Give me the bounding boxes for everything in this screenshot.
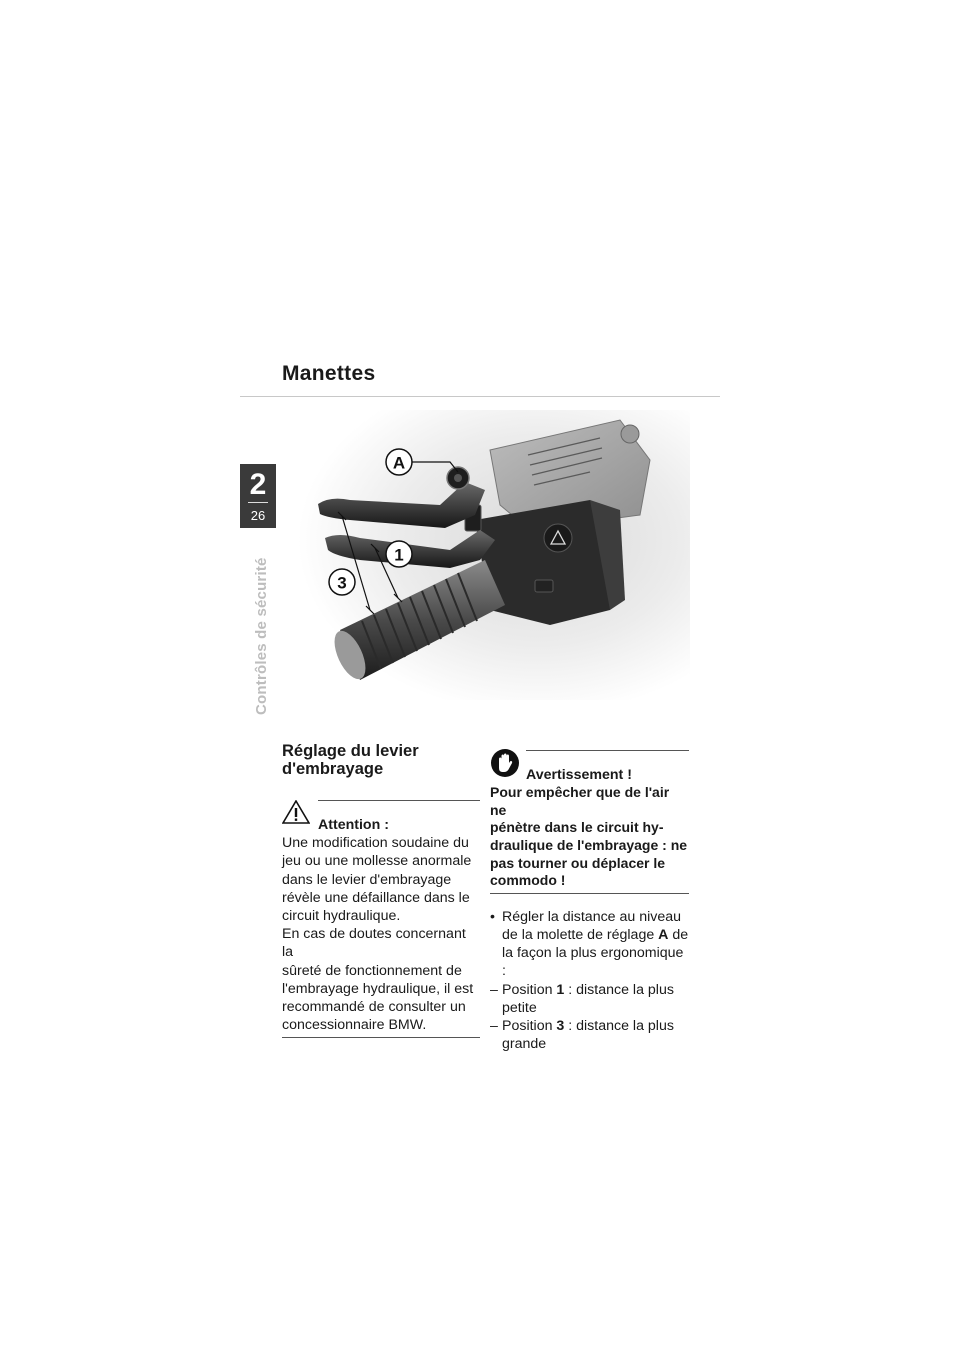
attention-line: jeu ou une mollesse anormale (282, 853, 472, 870)
section-heading: Réglage du levier d'embrayage (282, 742, 419, 778)
attention-line: circuit hydraulique. (282, 908, 401, 925)
hazard-button (544, 524, 572, 552)
position-3-ref: 3 (556, 1017, 565, 1034)
page-number: 26 (250, 508, 266, 523)
chapter-divider (248, 502, 268, 503)
title-divider (240, 396, 720, 397)
dash-marker: – (490, 1017, 498, 1034)
clutch-lever-illustration (290, 410, 690, 700)
warning-line: draulique de l'embrayage : ne (490, 836, 688, 853)
instruction-line: Régler la distance au niveau (502, 908, 682, 925)
position-3-item: – Position 3 : distance la plus grande (490, 1017, 674, 1053)
adjuster-ref: A (658, 926, 669, 943)
warning-hand-icon (490, 748, 520, 778)
attention-line: révèle une défaillance dans le (282, 889, 470, 906)
attention-line: dans le levier d'embrayage (282, 871, 452, 888)
attention-line: recommandé de consulter un (282, 999, 466, 1016)
attention-label: Attention : (318, 817, 389, 833)
instruction-line: la façon la plus ergonomique : (502, 945, 684, 980)
chapter-number: 2 (249, 468, 267, 501)
attention-line: l'embrayage hydraulique, il est (282, 980, 474, 997)
instruction-step (490, 908, 689, 981)
attention-line: Une modification soudaine du (282, 835, 469, 852)
position-1-item: – Position 1 : distance la plus petite (490, 981, 674, 1016)
attention-top-rule (318, 800, 480, 801)
attention-text (282, 834, 480, 1034)
warning-line: commodo ! (490, 872, 566, 889)
callout-a-label: A (392, 453, 406, 473)
warning-line: pénètre dans le circuit hy- (490, 819, 664, 836)
warning-bottom-rule (490, 893, 689, 894)
warning-line: Pour empêcher que de l'air ne (490, 784, 670, 818)
callout-3-label: 3 (337, 573, 347, 593)
attention-triangle-icon (282, 800, 310, 824)
callout-1-label: 1 (394, 545, 404, 565)
left-column (282, 742, 480, 1038)
bullet-marker: • (490, 908, 495, 925)
attention-line: En cas de doutes concernant la (282, 926, 466, 961)
warning-text (490, 784, 689, 890)
attention-line: concessionnaire BMW. (282, 1017, 427, 1034)
dash-marker: – (490, 981, 498, 998)
warning-label: Avertissement ! (526, 767, 632, 783)
warning-line: pas tourner ou déplacer le (490, 854, 666, 871)
instruction-line: de la molette de réglage A de (502, 926, 689, 943)
attention-bottom-rule (282, 1037, 480, 1038)
chapter-tab (240, 464, 276, 528)
chapter-side-label: Contrôles de sécurité (253, 557, 270, 715)
right-column (490, 748, 689, 1053)
position-1-ref: 1 (556, 981, 565, 998)
warning-top-rule (526, 750, 689, 751)
instruction-list (490, 908, 689, 1054)
attention-line: sûreté de fonctionnement de (282, 962, 462, 979)
page-title: Manettes (282, 362, 376, 385)
